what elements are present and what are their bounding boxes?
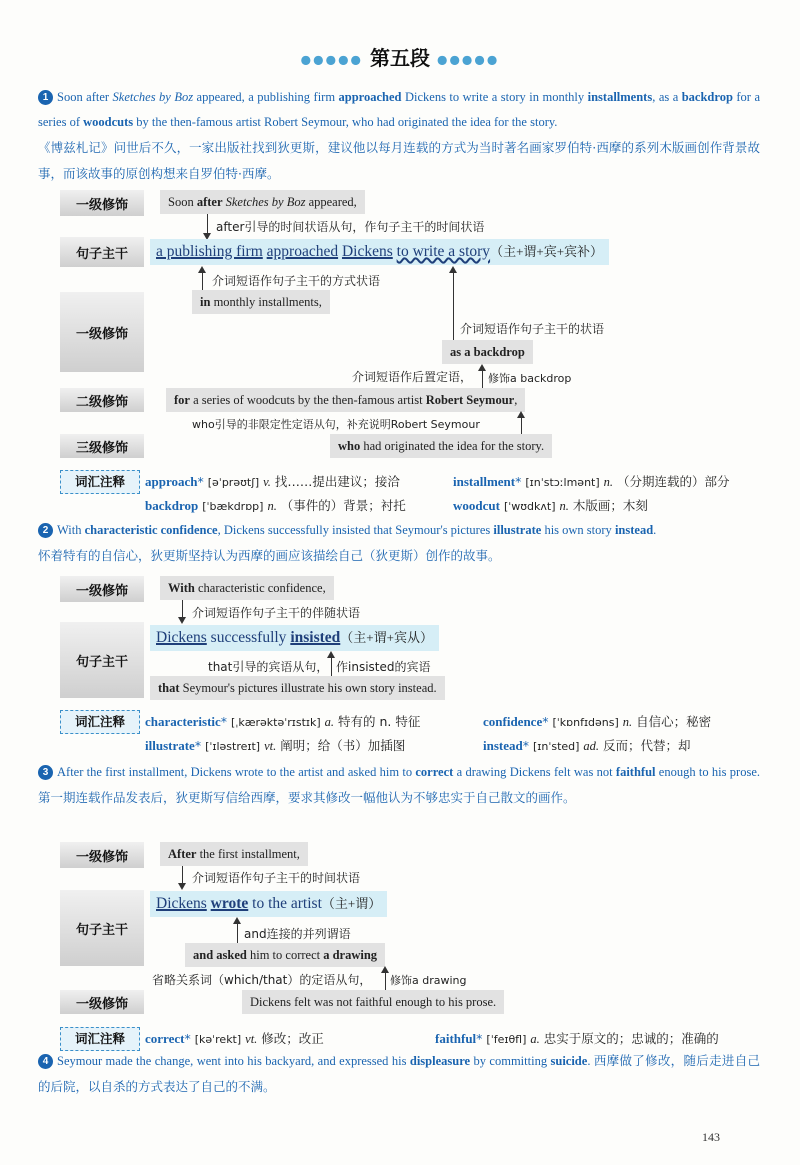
vocab-tag: 词汇注释 [60, 470, 140, 494]
paragraph-1 [38, 85, 760, 187]
connector [482, 370, 483, 388]
vocab-tag: 词汇注释 [60, 710, 140, 734]
vocab-item-installment: installment* [ɪnˈstɔːlmənt] n. （分期连载的）部分 [453, 474, 730, 489]
paragraph-3: 3 After the first installment, Dickens wrote to the artist and asked him to correct a drawing Dickens felt was not faithful enough to his prose. 第一期连载作品发表后，狄更斯写信给西摩，要求其修改一幅他认为不够忠实于自己散文的画作。 [38, 765, 761, 805]
arrow-down-icon [178, 883, 186, 890]
text: for a series of [38, 90, 760, 129]
chinese-translation: 第一期连载作品发表后，狄更斯写信给西摩，要求其修改一幅他认为不够忠实于自己散文的画作。 [38, 790, 576, 805]
text: by the then-famous artist Robert Seymour, who had originated the idea for the story. [133, 115, 558, 129]
modifier-who: who had originated the idea for the story. [330, 434, 552, 458]
note-omitted-target: 修饰a drawing [390, 974, 467, 987]
label-modifier-1b: 一级修饰 [60, 292, 144, 372]
note-postmodifier: 介词短语作后置定语， [352, 370, 473, 384]
paragraph-number-badge: 1 [38, 90, 53, 105]
paragraph-number-badge: 2 [38, 523, 53, 538]
label-modifier-1: 一级修饰 [60, 842, 144, 868]
arrow-down-icon [178, 617, 186, 624]
label-main-clause: 句子主干 [60, 622, 144, 698]
text: Dickens to write a story in monthly [401, 90, 588, 104]
note-prep-manner: 介词短语作句子主干的方式状语 [212, 274, 381, 288]
connector [385, 972, 386, 992]
label-modifier-2: 二级修饰 [60, 388, 144, 412]
section-title [0, 42, 800, 71]
label-main-clause: 句子主干 [60, 890, 144, 966]
keyword: approached [338, 90, 402, 104]
dots-decoration-left: ●●●●● [300, 52, 364, 67]
vocab-item-correct: correct* [kəˈrekt] vt. 修改；改正 [145, 1031, 324, 1046]
connector [202, 272, 203, 290]
vocab-tag: 词汇注释 [60, 1027, 140, 1051]
vocab-item-woodcut: woodcut [ˈwʊdkʌt] n. 木版画；木刻 [453, 498, 648, 513]
connector [521, 417, 522, 435]
modifier-backdrop: as a backdrop [442, 340, 533, 364]
modifier-felt: Dickens felt was not faithful enough to his prose. [242, 990, 504, 1014]
text: appeared, a publishing firm [193, 90, 339, 104]
note-with: 介词短语作句子主干的伴随状语 [192, 606, 361, 620]
modifier-with: With characteristic confidence, [160, 576, 334, 600]
main-clause-2: Dickens successfully insisted（主+谓+宾从） [150, 625, 439, 651]
text: Soon after [57, 90, 113, 104]
keyword: installments [587, 90, 653, 104]
main-clause-1: a publishing firm approached Dickens to write a story（主+谓+宾+宾补） [150, 239, 609, 265]
page-number: 143 [702, 1130, 720, 1144]
label-modifier-1b: 一级修饰 [60, 990, 144, 1014]
vocab-item-characteristic: characteristic* [ˌkærəktəˈrɪstɪk] a. 特有的 n. 特征 [145, 714, 421, 729]
note-after-clause: after引导的时间状语从句，作句子主干的时间状语 [216, 220, 485, 234]
main-clause-3: Dickens wrote to the artist（主+谓） [150, 891, 387, 917]
note-after-prep: 介词短语作句子主干的时间状语 [192, 871, 361, 885]
paragraph-4: 4 Seymour made the change, went into his backyard, and expressed his displeasure by committing suicide. 西摩做了修改，随后走进自己的后院，以自杀的方式表达了自己的不满。 [38, 1053, 760, 1094]
dots-decoration-right: ●●●●● [436, 52, 500, 67]
chinese-translation: 西摩做了修改，随后走进自己的后院，以自杀的方式表达了自己的不满。 [38, 1053, 760, 1094]
chinese-translation: 《博兹札记》问世后不久，一家出版社找到狄更斯，建议他以每月连载的方式为当时著名画家罗伯特·西摩的系列木版画创作背景故事，而该故事的原创构想来自罗伯特·西摩。 [38, 140, 760, 181]
vocab-item-backdrop: backdrop [ˈbækdrɒp] n. （事件的）背景；衬托 [145, 498, 406, 513]
note-postmodifier-target: 修饰a backdrop [488, 372, 572, 385]
modifier-and-asked: and asked him to correct a drawing [185, 943, 385, 967]
modifier-soon-after: Soon after Sketches by Boz appeared, [160, 190, 365, 214]
vocab-item-confidence: confidence* [ˈkɒnfɪdəns] n. 自信心；秘密 [483, 714, 712, 729]
vocab-item-illustrate: illustrate* [ˈɪləstreɪt] vt. 阐明；给（书）加插图 [145, 738, 406, 753]
section-title-text: 第五段 [370, 46, 430, 70]
paragraph-2: 2 With characteristic confidence, Dickens successfully insisted that Seymour's pictures illustrate his own story instead. 怀着特有的自信心，狄更斯坚持认为西摩的画应该描绘自己（狄更斯）创作的故事。 [38, 523, 657, 563]
note-and-predicate: and连接的并列谓语 [244, 927, 351, 941]
label-main-clause: 句子主干 [60, 237, 144, 267]
keyword: backdrop [681, 90, 733, 104]
paragraph-number-badge: 4 [38, 1054, 53, 1069]
vocab-item-approach: approach* [əˈprəʊtʃ] v. 找……提出建议；接洽 [145, 474, 400, 489]
label-modifier-3: 三级修饰 [60, 434, 144, 458]
note-that-clause: that引导的宾语从句， [208, 660, 329, 674]
modifier-monthly: in monthly installments, [192, 290, 330, 314]
label-modifier-1: 一级修饰 [60, 190, 144, 216]
connector [331, 657, 332, 677]
modifier-series: for a series of woodcuts by the then-famous artist Robert Seymour, [166, 388, 525, 412]
connector [237, 923, 238, 943]
modifier-after: After the first installment, [160, 842, 308, 866]
modifier-that: that Seymour's pictures illustrate his own story instead. [150, 676, 445, 700]
vocab-item-faithful: faithful* [ˈfeɪθfl] a. 忠实于原文的；忠诚的；准确的 [435, 1031, 719, 1046]
chinese-translation: 怀着特有的自信心，狄更斯坚持认为西摩的画应该描绘自己（狄更斯）创作的故事。 [38, 548, 501, 563]
note-that-target: 作insisted的宾语 [336, 660, 431, 674]
text: , as a [652, 90, 682, 104]
paragraph-number-badge: 3 [38, 765, 53, 780]
book-title: Sketches by Boz [112, 90, 194, 104]
keyword: woodcuts [83, 115, 134, 129]
vocab-item-instead: instead* [ɪnˈsted] ad. 反而；代替；却 [483, 738, 691, 753]
note-who-clause: who引导的非限定性定语从句，补充说明Robert Seymour [192, 418, 480, 431]
note-backdrop: 介词短语作句子主干的状语 [460, 322, 605, 336]
label-modifier-1: 一级修饰 [60, 576, 144, 602]
note-omitted-relative: 省略关系词（which/that）的定语从句， [152, 973, 372, 987]
connector [453, 272, 454, 340]
